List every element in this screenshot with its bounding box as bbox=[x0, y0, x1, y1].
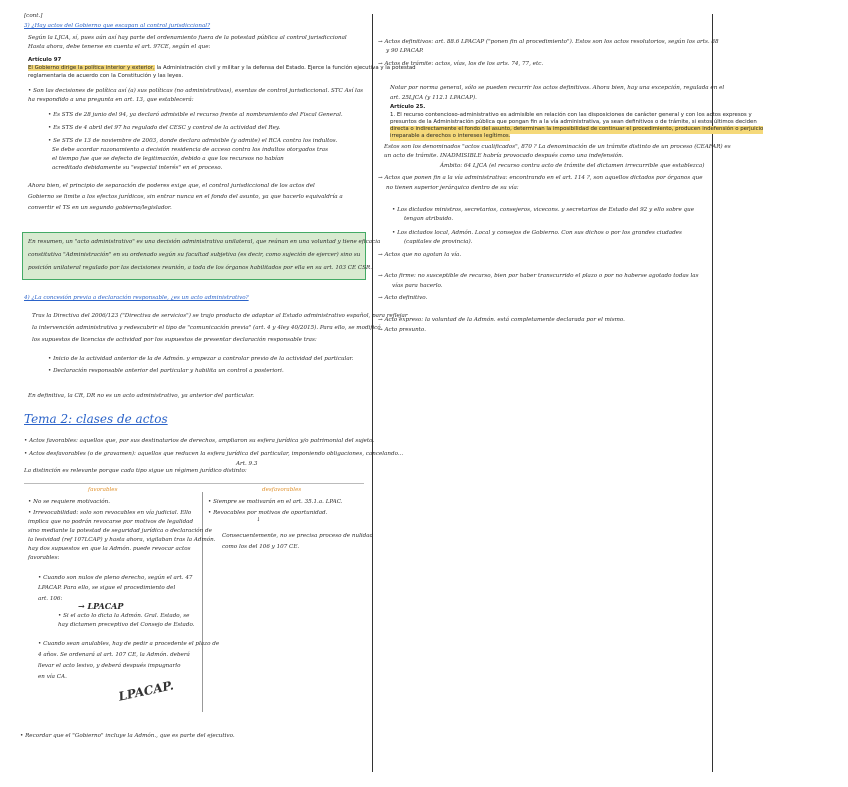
section-divider bbox=[24, 483, 364, 484]
r-line-12: tengan atribuido. bbox=[404, 216, 454, 222]
sts-3d: acreditado debidamente su "especial interés" en el proceso. bbox=[52, 165, 223, 171]
r-line-16: → Acto firme: no susceptible de recurso, bien por haber transcurrido el plazo o por no haberse agotado todas las bbox=[378, 273, 699, 279]
desfav-arrow: ↓ bbox=[256, 517, 261, 523]
r-line-18: → Acto definitivo. bbox=[378, 295, 428, 301]
r-line-20: → Acto presunto. bbox=[378, 327, 426, 333]
lpacap-handwritten: LPACAP. bbox=[117, 678, 175, 704]
art25-line-3: directa o indirectamente el fondo del asunto, determinan la imposibilidad de continuar el procedimiento, producen indefensión o perjuicio bbox=[390, 126, 764, 132]
fav-line-12: • Si el acto lo dicta la Admón. Gral. Estado, se bbox=[58, 613, 190, 619]
r-line-9: → Actos que ponen fin a la vía administrativa: encontrando en el art. 114 ?, son aquellos dictados por órganos que bbox=[378, 175, 703, 181]
subcolumn-divider bbox=[202, 492, 203, 712]
art97-title: Artículo 97 bbox=[28, 57, 62, 63]
art25-line-2: presuntos de la Administración pública que pongan fin a la vía administrativa, ya sean definitivos o de trámite, si estos últimos deciden bbox=[390, 119, 757, 125]
summary-line-1: En resumen, un "acto administrativo" es una decisión administrativa unilateral, que reúnan en una voluntad y tiene eficacia bbox=[28, 239, 381, 245]
tema-2-title: Tema 2: clases de actos bbox=[24, 412, 168, 426]
tema2-art-ref: Art. 9.3 bbox=[236, 461, 258, 467]
r-line-19: → Acto expreso: la voluntad de la Admón. está completamente declarada por el mismo. bbox=[378, 317, 625, 323]
favorables-title: favorables bbox=[88, 487, 118, 493]
fav-line-2: • Irrevocabilidad: solo son revocables en vía judicial. Ello bbox=[28, 510, 192, 516]
sts-3: • Se STS de 13 de noviembre de 2003, donde declara admisible (y admite) el RCA contra los indultos. bbox=[48, 138, 338, 144]
decisiones-2: ha respondido a una pregunta en art. 13, que establecerá: bbox=[28, 97, 194, 103]
fav-line-13: hay dictamen preceptivo del Consejo de Estado. bbox=[58, 622, 195, 628]
q4-bullet-1: • Inicio de la actividad anterior de la de Admón. y empezar a controlar previo de la actividad del particular. bbox=[48, 356, 354, 362]
art97-text-2: reglamentaria de acuerdo con la Constitución y las leyes. bbox=[28, 73, 184, 79]
fav-line-1: • No se requiere motivación. bbox=[28, 499, 110, 505]
r-line-17: vías para hacerlo. bbox=[392, 283, 443, 289]
ahora-1: Ahora bien, el principio de separación de poderes exige que, el control jurisdiccional de los actos del bbox=[28, 183, 315, 189]
sts-2: • Es STS de 4 abril del 97 ha regulado del CESC y control de la actividad del Rey. bbox=[48, 125, 281, 131]
bottom-note: • Recordar que el "Gobierno" incluye la Admón., que es parte del ejecutivo. bbox=[20, 733, 235, 739]
q3-intro-1: Según la LJCA, sí, pues aún así hay parte del ordenamiento fuera de la potestad pública al control jurisdiccional bbox=[28, 35, 347, 41]
art97-highlight: El Gobierno dirige la política interior y exterior, bbox=[28, 65, 155, 71]
column-divider-left bbox=[372, 14, 373, 772]
q4-line-1: Tras la Directiva del 2006/123 ("Directiva de servicios") se trajo producto de adaptar al Estado administrativo español, para reflejar bbox=[32, 313, 408, 319]
fav-line-6: hay dos supuestos en que la Admón. puede revocar actos bbox=[28, 546, 191, 552]
fav-line-14: • Cuando sean anulables, hay de pedir a procedente el plazo de bbox=[38, 641, 220, 647]
corner-label: [cont.] bbox=[24, 13, 43, 19]
decisiones-1: • Son las decisiones de política así (a) sus políticas (no administrativas), exentas de control jurisdiccional. STC Así las bbox=[28, 88, 364, 94]
question-3: 3) ¿Hay actos del Gobierno que escapan al control jurisdiccional? bbox=[24, 23, 211, 29]
r-line-14: (capitales de provincia). bbox=[404, 239, 473, 245]
summary-line-2: constitutiva "Administración" en su ordenado según su facultad subjetiva (es decir, como sujeción de ejercer) sino su bbox=[28, 252, 361, 258]
desfav-line-3: Consecuentemente, no se precisa proceso de nulidad bbox=[222, 533, 374, 539]
art25-line-1: 1. El recurso contencioso-administrativo es admisible en relación con las disposiciones de carácter general y con los actos expresos y bbox=[390, 112, 752, 118]
ahora-2: Gobierno se limite a los efectos jurídicos, sin entrar nunca en el fondo del asunto, ya que hacerlo equivaldría a bbox=[28, 194, 343, 200]
q4-bullet-2: • Declaración responsable anterior del particular y habilita un control a posteriori. bbox=[48, 368, 284, 374]
sts-1: • Es STS de 28 junio del 94, ya declaró admisible el recurso frente al nombramiento del Fiscal General. bbox=[48, 112, 343, 118]
fav-line-16: llevar el acto lesivo, y deberá después impugnarlo bbox=[38, 663, 181, 669]
fav-line-3: implica que no podrán revocarse por motivos de legalidad bbox=[28, 519, 194, 525]
sts-3c: el tiempo fue que se defecto de legitimación, debido a que los recursos no habían bbox=[52, 156, 284, 162]
fav-lpacap-ref: → LPACAP bbox=[78, 601, 124, 611]
r-line-1: → Actos definitivos: art. 88.6 LPACAP ("ponen fin al procedimiento"). Estos son los actos resolutorios, según los arts. 88 bbox=[378, 39, 719, 45]
fav-line-7: favorables: bbox=[28, 555, 60, 561]
r-line-3: → Actos de trámite: actos, vías, los de los arts. 74, 77, etc. bbox=[378, 61, 544, 67]
fav-line-5: la lesividad (ref 107LCAP) y hasta ahora, vigilaban tras la Admón. bbox=[28, 537, 216, 543]
ahora-3: convertir el TS en un segundo gobierno/legislador. bbox=[28, 205, 172, 211]
art25-line-4: irreparable a derechos o intereses legítimos. bbox=[390, 133, 511, 139]
r-line-2: y 90 LPACAP. bbox=[386, 48, 424, 54]
r-line-5: art. 25LJCA (y 112.1 LPACAP). bbox=[390, 95, 477, 101]
r-line-6: Estos son los denominados "actos cualificados", 870 ? La denominación de un trámite distinto de un proceso (CEAFAR) es bbox=[384, 144, 731, 150]
q3-intro-2: Hasta ahora, debe tenerse en cuenta el art. 97CE, según el que: bbox=[28, 44, 211, 50]
fav-line-9: LPACAP. Para ello, se sigue el procedimiento del bbox=[38, 585, 176, 591]
question-4: 4) ¿La concesión previa a declaración responsable, ¿es un acto administrativo? bbox=[24, 295, 249, 301]
fav-line-8: • Cuando son nulos de pleno derecho, según el art. 47 bbox=[38, 575, 193, 581]
r-line-15: → Actos que no agotan la vía. bbox=[378, 252, 462, 258]
fav-line-15: 4 años. Se ordenará al art. 107 CE, la Admón. deberá bbox=[38, 652, 190, 658]
tema2-line-1: • Actos favorables: aquellos que, por sus destinatarios de derechos, ampliaron su esfera jurídica y/o patrimonial del sujeto. bbox=[24, 438, 375, 444]
q4-conclusion: En definitiva, la CR, DR no es un acto administrativo, ya anterior del particular. bbox=[28, 393, 255, 399]
r-line-8: Ámbito: 64 LJCA (el recurso contra acto de trámite del dictamen irrecurrible que establezca) bbox=[440, 163, 705, 169]
r-line-4: Notar por norma general, sólo se pueden recurrir los actos definitivos. Ahora bien, hay una excepción, regulada en el bbox=[390, 85, 725, 91]
r-line-11: • Los dictados ministros, secretarios, consejeros, vicecons. y secretarios de Estado del 92 y ello sobre que bbox=[392, 207, 695, 213]
art25-title: Artículo 25. bbox=[390, 104, 426, 110]
desfav-line-1: • Siempre se motivarán en el art. 35.1.a. LPAC. bbox=[208, 499, 343, 505]
art97-text: El Gobierno dirige la política interior y exterior, la Administración civil y militar y la defensa del Estado. Ejerce la función ejecutiva y la potestad bbox=[28, 65, 416, 71]
tema2-line-3: La distinción es relevante porque cada tipo sigue un régimen jurídico distinto: bbox=[24, 468, 247, 474]
fav-line-4: sino mediante la potestad de seguridad jurídica o declaración de bbox=[28, 528, 212, 534]
fav-line-10: art. 106: bbox=[38, 596, 63, 602]
sts-3b: Se debe acordar razonamiento a decisión residencia de acceso contra los indultos otorgados tras bbox=[52, 147, 328, 153]
desfav-line-2: • Revocables por motivos de oportunidad. bbox=[208, 510, 328, 516]
desfavorables-title: desfavorables bbox=[262, 487, 302, 493]
r-line-13: • Los dictados local, Admón. Local y consejos de Gobierno. Con sus dichos o por los grandes ciudades bbox=[392, 230, 682, 236]
fav-line-17: en vía CA. bbox=[38, 674, 67, 680]
desfav-line-4: como los del 106 y 107 CE. bbox=[222, 544, 300, 550]
summary-line-3: posición unilateral regulado por las decisiones reunión, a toda de los órganos habilitados por ella en su art. 103 CE CSR. bbox=[28, 265, 373, 271]
q4-line-2: la intervención administrativa y redescubrir el tipo de "comunicación previa" (art. 4 y 4ley 40/2015). Para ello, se modificó bbox=[32, 325, 381, 331]
r-line-7: un acto de trámite. INADMISIBLE habría provocado después como una indefensión. bbox=[384, 153, 624, 159]
tema2-line-2: • Actos desfavorables (o de gravamen): aquellos que reducen la esfera jurídica del particular, imponiendo obligaciones, cancelando... bbox=[24, 451, 404, 457]
r-line-10: no tienen superior jerárquico dentro de su vía: bbox=[386, 185, 519, 191]
q4-line-3: los supuestos de licencias de actividad por los supuestos de presentar declaración responsable tras: bbox=[32, 337, 317, 343]
